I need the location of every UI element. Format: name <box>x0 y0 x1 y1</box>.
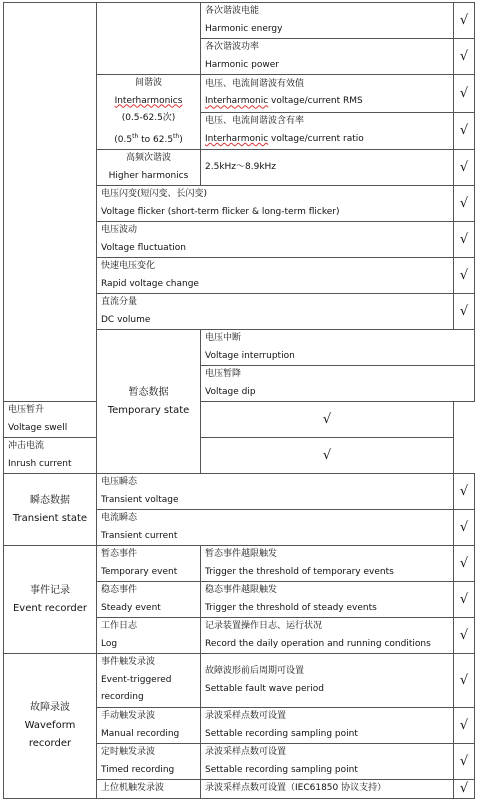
item-cell: 手动触发录波 Manual recording <box>97 708 201 744</box>
check-mark: √ <box>454 150 475 186</box>
category-temporary-state: 暂态数据 Temporary state <box>97 330 201 474</box>
category-event-recorder: 事件记录 Event recorder <box>4 546 97 654</box>
category-transient-state: 瞬态数据 Transient state <box>4 474 97 546</box>
item-cell: 电压暂升 Voltage swell <box>4 402 201 438</box>
item-cell: 定时触发录波 Timed recording <box>97 744 201 780</box>
item-cell: 快速电压变化 Rapid voltage change <box>97 258 454 294</box>
check-mark: √ <box>454 654 475 708</box>
item-cell: 直流分量 DC volume <box>97 294 454 330</box>
item-cell: 各次谐波电能 Harmonic energy <box>201 3 454 39</box>
check-mark: √ <box>454 39 475 75</box>
item-cell: 上位机触发录波 <box>97 780 201 799</box>
table-row <box>4 3 475 39</box>
table-row <box>4 546 475 582</box>
check-mark: √ <box>454 112 475 150</box>
check-mark: √ <box>454 474 475 510</box>
check-mark: √ <box>454 258 475 294</box>
check-mark: √ <box>201 438 454 474</box>
check-mark: √ <box>454 744 475 780</box>
description-cell: 录波采样点数可设置（IEC61850 协议支持） <box>201 780 454 799</box>
check-mark: √ <box>454 618 475 654</box>
item-cell: 暂态事件 Temporary event <box>97 546 201 582</box>
description-cell: 录波采样点数可设置 Settable recording sampling point <box>201 744 454 780</box>
item-cell: 电流瞬态 Transient current <box>97 510 454 546</box>
item-cell: 电压、电流间谐波含有率 Interharmonic voltage/current ratio <box>201 112 454 150</box>
check-mark: √ <box>454 546 475 582</box>
check-mark: √ <box>454 294 475 330</box>
description-cell: 记录装置操作日志、运行状况 Record the daily operation and running conditions <box>201 618 454 654</box>
check-mark: √ <box>454 75 475 113</box>
item-cell: 工作日志 Log <box>97 618 201 654</box>
item-cell: 电压瞬态 Transient voltage <box>97 474 454 510</box>
item-cell: 电压暂降 Voltage dip <box>201 366 475 402</box>
check-mark: √ <box>454 3 475 39</box>
table-row <box>4 654 475 708</box>
check-mark: √ <box>201 402 454 438</box>
category-waveform-recorder: 故障录波 Waveform recorder <box>4 654 97 799</box>
check-mark: √ <box>454 708 475 744</box>
item-cell: 电压闪变(短闪变、长闪变) Voltage flicker (short-term flicker & long-term flicker) <box>97 186 454 222</box>
description-cell: 暂态事件越限触发 Trigger the threshold of temporary events <box>201 546 454 582</box>
check-mark: √ <box>454 780 475 799</box>
check-mark: √ <box>454 510 475 546</box>
check-mark: √ <box>454 582 475 618</box>
check-mark: √ <box>454 186 475 222</box>
description-cell: 稳态事件越限触发 Trigger the threshold of steady events <box>201 582 454 618</box>
category-cell-empty <box>4 3 97 402</box>
spec-table <box>3 2 475 799</box>
item-cell: 电压波动 Voltage fluctuation <box>97 222 454 258</box>
table-row <box>4 438 475 474</box>
item-cell: 电压、电流间谐波有效值 Interharmonic voltage/current RMS <box>201 75 454 113</box>
item-cell: 电压中断 Voltage interruption <box>201 330 475 366</box>
description-cell: 故障波形前后周期可设置 Settable fault wave period <box>201 654 454 708</box>
subcategory-cell-empty <box>97 3 201 75</box>
item-cell: 2.5kHz～8.9kHz <box>201 150 454 186</box>
item-cell: 各次谐波功率 Harmonic power <box>201 39 454 75</box>
table-row <box>4 474 475 510</box>
item-cell: 稳态事件 Steady event <box>97 582 201 618</box>
higher-harmonics-cell: 高频次谐波 Higher harmonics <box>97 150 201 186</box>
table-row <box>4 402 475 438</box>
item-cell: 冲击电流 Inrush current <box>4 438 201 474</box>
description-cell: 录波采样点数可设置 Settable recording sampling point <box>201 708 454 744</box>
item-cell: 事件触发录波 Event-triggered recording <box>97 654 201 708</box>
interharmonics-cell: 间谐波 Interharmonics (0.5-62.5次) (0.5th to 62.5th) <box>97 75 201 150</box>
check-mark: √ <box>454 222 475 258</box>
